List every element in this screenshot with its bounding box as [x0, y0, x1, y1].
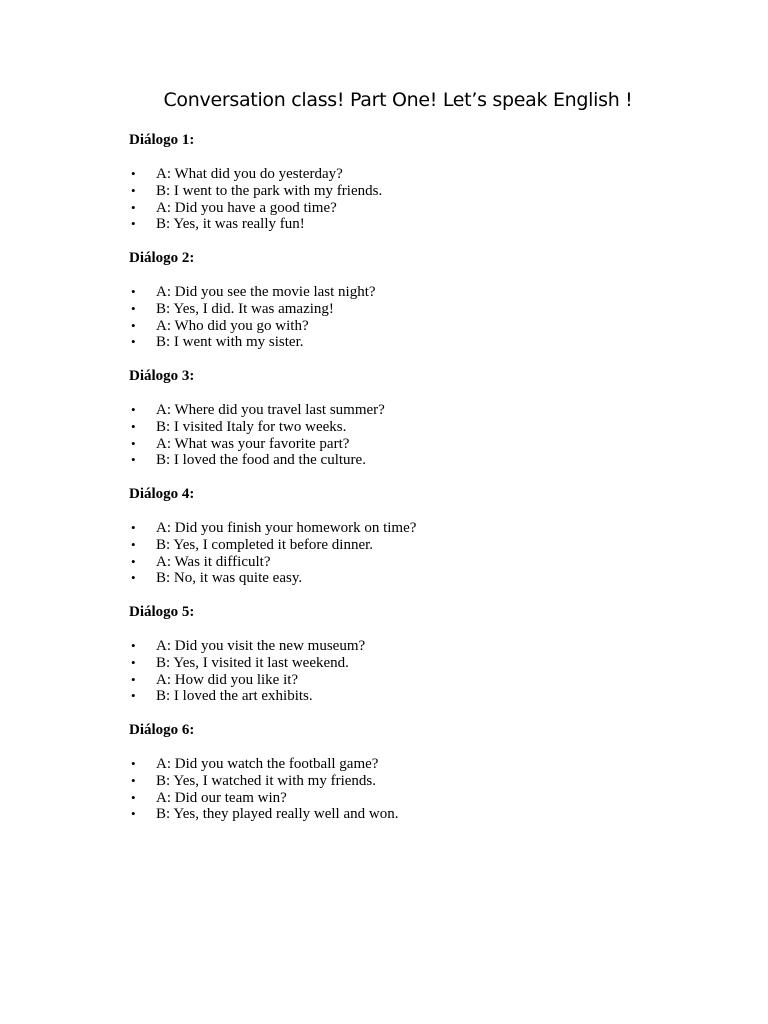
line-text: A: Who did you go with?: [156, 317, 309, 334]
dialogue-line: [129, 554, 689, 571]
bullet-icon: •: [131, 284, 136, 299]
dialogue-lines: [129, 284, 689, 351]
dialogue-heading: Diálogo 3:: [129, 368, 195, 384]
dialogue-line: [129, 570, 689, 587]
bullet-icon: •: [131, 638, 136, 653]
bullet-icon: •: [131, 452, 136, 468]
dialogue-line: [129, 402, 689, 419]
line-text: B: Yes, I watched it with my friends.: [156, 772, 376, 789]
dialogue-6: [129, 722, 689, 823]
document-title: Conversation class! Part One! Let’s speak English !: [163, 89, 633, 111]
line-text: A: Did you finish your homework on time?: [156, 520, 417, 536]
dialogue-line: [129, 200, 689, 217]
dialogue-heading: Diálogo 5:: [129, 604, 195, 620]
dialogue-lines: [129, 756, 689, 823]
bullet-icon: •: [131, 182, 136, 198]
bullet-icon: •: [131, 334, 136, 350]
bullet-icon: •: [131, 654, 136, 670]
dialogue-heading: Diálogo 6:: [129, 722, 195, 738]
line-text: B: Yes, I did. It was amazing!: [156, 300, 334, 317]
bullet-icon: •: [131, 520, 136, 535]
bullet-icon: •: [131, 300, 136, 316]
dialogue-line: [129, 638, 689, 655]
bullet-icon: •: [131, 199, 136, 215]
line-text: A: Did you watch the football game?: [156, 756, 379, 772]
line-text: A: Where did you travel last summer?: [156, 402, 385, 418]
bullet-icon: •: [131, 418, 136, 434]
line-text: B: I went to the park with my friends.: [156, 182, 383, 199]
dialogue-line: [129, 436, 689, 453]
dialogue-line: [129, 790, 689, 807]
dialogue-line: [129, 284, 689, 301]
line-text: B: Yes, they played really well and won.: [156, 806, 399, 823]
dialogue-line: [129, 318, 689, 335]
dialogue-1: [129, 132, 689, 233]
line-text: A: Did you see the movie last night?: [156, 284, 376, 300]
dialogue-line: [129, 419, 689, 436]
dialogue-lines: [129, 638, 689, 705]
dialogue-heading: Diálogo 4:: [129, 486, 195, 502]
line-text: A: How did you like it?: [156, 671, 299, 688]
dialogue-line: [129, 216, 689, 233]
line-text: B: Yes, I completed it before dinner.: [156, 536, 374, 553]
dialogue-line: [129, 537, 689, 554]
dialogue-line: [129, 655, 689, 672]
line-text: B: Yes, I visited it last weekend.: [156, 654, 349, 671]
bullet-icon: •: [131, 553, 136, 569]
dialogue-lines: [129, 520, 689, 587]
bullet-icon: •: [131, 536, 136, 552]
dialogue-line: [129, 301, 689, 318]
bullet-icon: •: [131, 402, 136, 417]
dialogue-heading: Diálogo 1:: [129, 132, 195, 148]
dialogue-line: [129, 334, 689, 351]
dialogue-2: [129, 250, 689, 351]
dialogue-line: [129, 672, 689, 689]
bullet-icon: •: [131, 435, 136, 451]
dialogue-line: [129, 773, 689, 790]
line-text: A: Did you have a good time?: [156, 199, 337, 216]
line-text: B: I went with my sister.: [156, 334, 304, 351]
dialogue-line: [129, 806, 689, 823]
dialogue-line: [129, 183, 689, 200]
dialogue-line: [129, 756, 689, 773]
dialogue-line: [129, 688, 689, 705]
line-text: A: Did our team win?: [156, 789, 287, 806]
line-text: B: I loved the food and the culture.: [156, 452, 366, 469]
line-text: A: Did you visit the new museum?: [156, 638, 366, 654]
dialogue-line: [129, 520, 689, 537]
bullet-icon: •: [131, 166, 136, 181]
dialogue-line: [129, 452, 689, 469]
line-text: A: Was it difficult?: [156, 553, 271, 570]
dialogue-5: [129, 604, 689, 705]
bullet-icon: •: [131, 789, 136, 805]
line-text: A: What did you do yesterday?: [156, 166, 343, 182]
line-text: B: I visited Italy for two weeks.: [156, 418, 347, 435]
line-text: A: What was your favorite part?: [156, 435, 350, 452]
bullet-icon: •: [131, 688, 136, 704]
bullet-icon: •: [131, 216, 136, 232]
bullet-icon: •: [131, 317, 136, 333]
dialogue-4: [129, 486, 689, 587]
line-text: B: I loved the art exhibits.: [156, 688, 313, 705]
bullet-icon: •: [131, 806, 136, 822]
dialogue-heading: Diálogo 2:: [129, 250, 195, 266]
bullet-icon: •: [131, 570, 136, 586]
dialogue-line: [129, 166, 689, 183]
line-text: B: Yes, it was really fun!: [156, 216, 305, 233]
bullet-icon: •: [131, 772, 136, 788]
dialogue-lines: [129, 166, 689, 233]
bullet-icon: •: [131, 756, 136, 771]
bullet-icon: •: [131, 671, 136, 687]
dialogue-lines: [129, 402, 689, 469]
line-text: B: No, it was quite easy.: [156, 570, 303, 587]
dialogue-3: [129, 368, 689, 469]
